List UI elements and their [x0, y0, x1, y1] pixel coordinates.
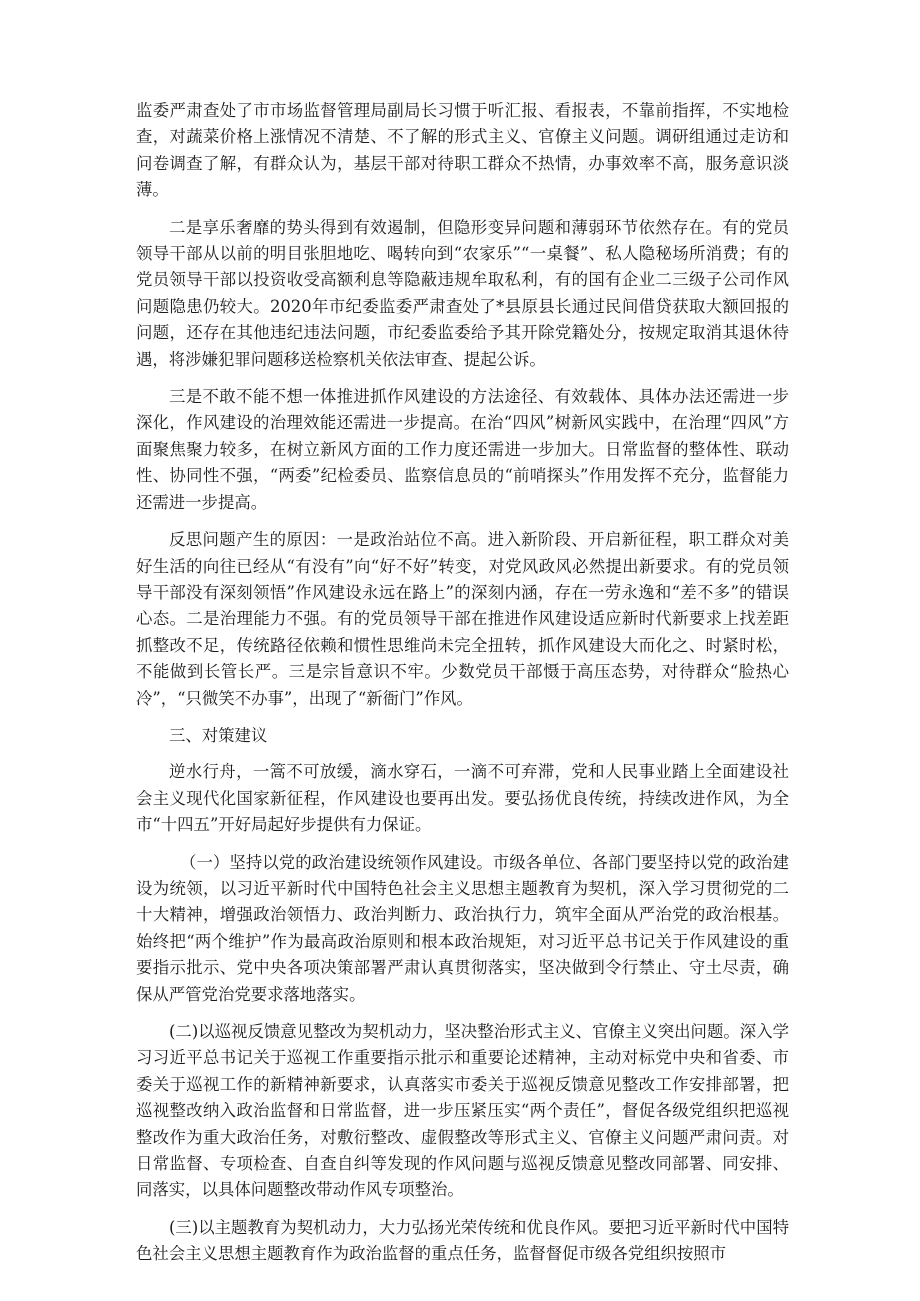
paragraph-3: 三是不敢不能不想一体推进抓作风建设的方法途径、有效载体、具体办法还需进一步深化，作风建设的治理效能还需进一步提高。在治“四风”树新风实践中，在治理“四风”方面聚焦聚力较多，在树立新风方面的工作力度还需进一步加大。日常监督的整体性、联动性、协同性不强，“两委”纪检委员、监察信息员的“前哨探头”作用发挥不充分，监督能力还需进一步提高。 [136, 387, 789, 512]
paragraph-2: 二是享乐奢靡的势头得到有效遏制，但隐形变异问题和薄弱环节依然存在。有的党员领导干部从以前的明目张胆地吃、喝转向到“农家乐”“一桌餐”、私人隐秘场所消费；有的党员领导干部以投资收受高额利息等隐蔽违规牟取私利，有的国有企业二三级子公司作风问题隐患仍较大。2020年市纪委监委严肃查处了*县原县长通过民间借贷获取大额回报的问题，还存在其他违纪违法问题，市纪委监委给予其开除党籍处分，按规定取消其退休待遇，将涉嫌犯罪问题移送检察机关依法审查、提起公诉。 [136, 217, 789, 369]
paragraph-7: (二)以巡视反馈意见整改为契机动力，坚决整治形式主义、官僚主义突出问题。深入学习习近平总书记关于巡视工作重要指示批示和重要论述精神，主动对标党中央和省委、市委关于巡视工作的新精神新要求，认真落实市委关于巡视反馈意见整改工作安排部署，把巡视整改纳入政治监督和日常监督，进一步压紧压实“两个责任”，督促各级党组织把巡视整改作为重大政治任务，对敷衍整改、虚假整改等形式主义、官僚主义问题严肃问责。对日常监督、专项检查、自查自纠等发现的作风问题与巡视反馈意见整改同部署、同安排、同落实，以具体问题整改带动作风专项整治。 [136, 1022, 789, 1200]
paragraph-6: （一）坚持以党的政治建设统领作风建设。市级各单位、各部门要坚持以党的政治建设为统领，以习近平新时代中国特色社会主义思想主题教育为契机，深入学习贯彻党的二十大精神，增强政治领悟力、政治判断力、政治执行力，筑牢全面从严治党的政治根基。始终把“两个维护”作为最高政治原则和根本政治规矩，对习近平总书记关于作风建设的重要指示批示、党中央各项决策部署严肃认真贯彻落实，坚决做到令行禁止、守土尽责，确保从严管党治党要求落地落实。 [136, 852, 789, 1004]
paragraph-8: (三)以主题教育为契机动力，大力弘扬光荣传统和优良作风。要把习近平新时代中国特色社会主义思想主题教育作为政治监督的重点任务，监督督促市级各党组织按照市 [136, 1217, 789, 1264]
paragraph-1: 监委严肃查处了市市场监督管理局副局长习惯于听汇报、看报表，不靠前指挥，不实地检查，对蔬菜价格上涨情况不清楚、不了解的形式主义、官僚主义问题。调研组通过走访和问卷调查了解，有群众认为，基层干部对待职工群众不热情，办事效率不高，服务意识淡薄。 [136, 101, 789, 200]
paragraph-4: 反思问题产生的原因：一是政治站位不高。进入新阶段、开启新征程，职工群众对美好生活的向往已经从“有没有”向“好不好”转变，对党风政风必然提出新要求。有的党员领导干部没有深刻领悟”作风建设永远在路上”的深刻内涵，存在一劳永逸和“差不多”的错误心态。二是治理能力不强。有的党员领导干部在推进作风建设适应新时代新要求上找差距抓整改不足，传统路径依赖和惯性思维尚未完全扭转，抓作风建设大而化之、时紧时松，不能做到长管长严。三是宗旨意识不牢。少数党员干部慑于高压态势，对待群众“脸热心冷”，“只微笑不办事”，出现了“新衙门”作风。 [136, 530, 789, 708]
paragraph-5: 逆水行舟，一篙不可放缓，滴水穿石，一滴不可弃滞，党和人民事业踏上全面建设社会主义现代化国家新征程，作风建设也要再出发。要弘扬优良传统，持续改进作风，为全市“十四五”开好局起好步提供有力保证。 [136, 762, 789, 835]
document-page [136, 98, 789, 1279]
section-heading-3: 三、对策建议 [169, 725, 268, 745]
